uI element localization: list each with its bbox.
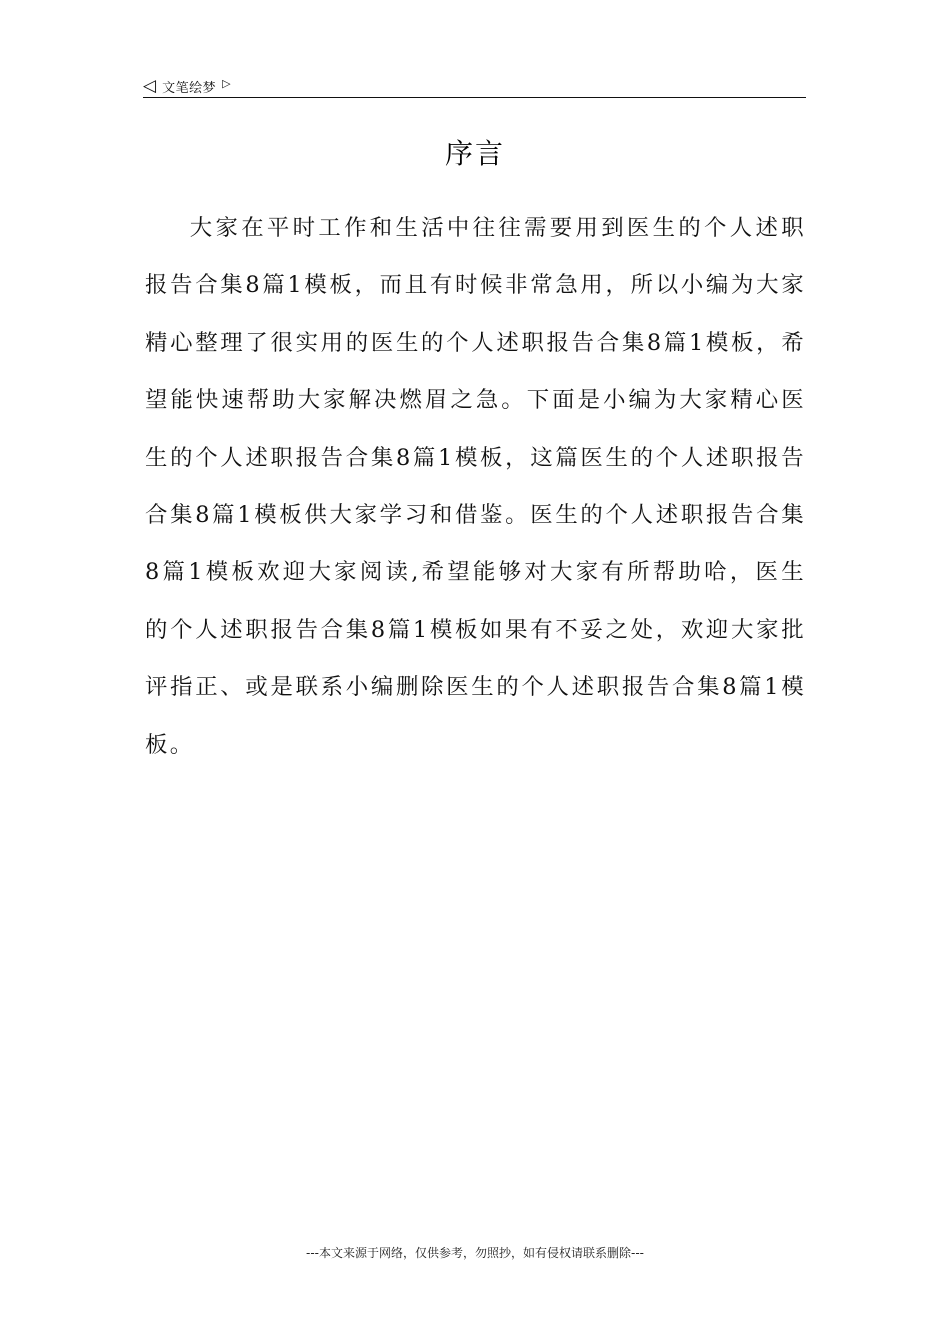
triangle-left-icon: ◁: [143, 75, 157, 96]
triangle-right-icon: ▷: [222, 76, 231, 90]
footer-notice: ---本文来源于网络，仅供参考，勿照抄，如有侵权请联系删除---: [306, 1246, 644, 1260]
header-brand: 文笔绘梦: [162, 80, 217, 96]
page-header: [143, 74, 806, 98]
body-paragraph: 大家在平时工作和生活中往往需要用到医生的个人述职报告合集8篇1模板，而且有时候非常急用，所以小编为大家精心整理了很实用的医生的个人述职报告合集8篇1模板，希望能快速帮助大家解决燃眉之急。下面是小编为大家精心医生的个人述职报告合集8篇1模板，这篇医生的个人述职报告合集8篇1模板供大家学习和借鉴。医生的个人述职报告合集8篇1模板欢迎大家阅读,希望能够对大家有所帮助哈，医生的个人述职报告合集8篇1模板如果有不妥之处，欢迎大家批评指正、或是联系小编删除医生的个人述职报告合集8篇1模板。: [145, 215, 806, 758]
page-title: 序言: [444, 137, 505, 170]
header-divider: [143, 97, 806, 98]
